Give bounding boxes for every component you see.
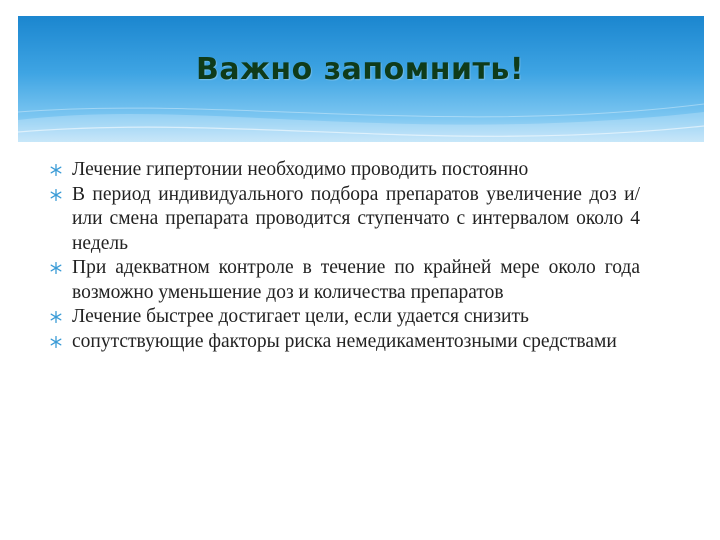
list-item: [46, 256, 640, 305]
bullet-list: [46, 158, 640, 354]
asterisk-bullet-icon: [50, 189, 62, 201]
asterisk-bullet-icon: [50, 311, 62, 323]
list-item: [46, 305, 640, 330]
list-item-text: При адекватном контроле в течение по крайней мере около года возможно уменьшение доз и количества препаратов: [72, 257, 640, 303]
list-item-text: сопутствующие факторы риска немедикаментозными средствами: [72, 330, 617, 352]
asterisk-bullet-icon: [50, 164, 62, 176]
list-item: [46, 158, 640, 183]
list-item: [46, 330, 640, 355]
list-item-text: Лечение гипертонии необходимо проводить постоянно: [72, 159, 529, 180]
list-item: [46, 183, 640, 257]
asterisk-bullet-icon: [50, 262, 62, 274]
list-item-text: В период индивидуального подбора препаратов увеличение доз и/или смена препарата проводится ступенчато с интервалом около 4 недель: [72, 183, 640, 254]
asterisk-bullet-icon: [50, 336, 62, 348]
slide-title: Важно запомнить!: [195, 52, 525, 87]
list-item-text: Лечение быстрее достигает цели, если удается снизить: [72, 306, 529, 327]
